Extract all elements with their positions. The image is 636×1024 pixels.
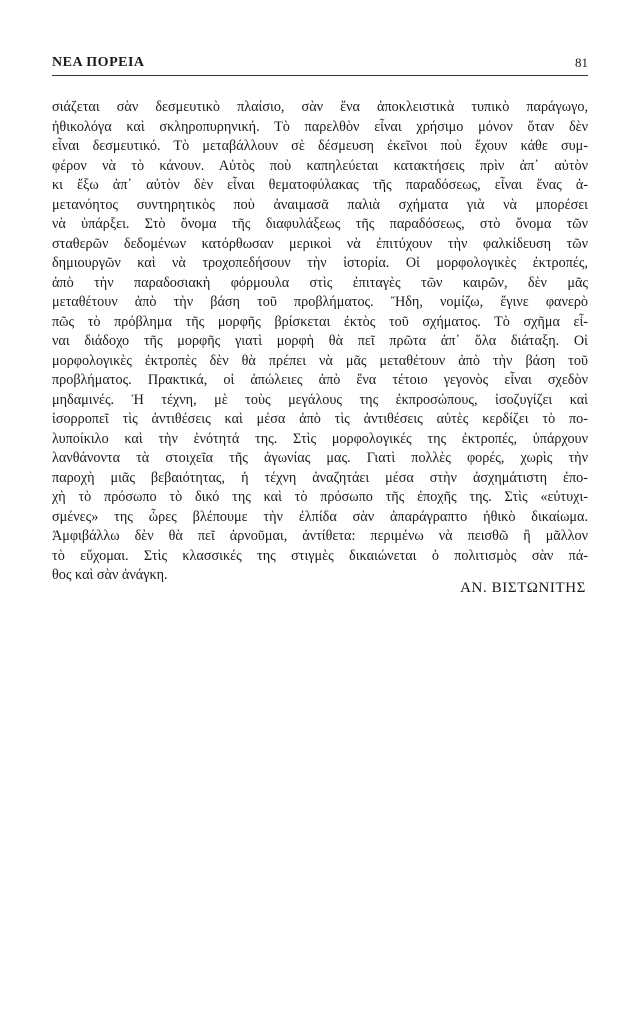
text-line: τὸ εὔχομαι. Στὶς κλασσικές της στιγμὲς δικαιώνεται ὁ πολιτισμὸς σὰν πά- (52, 547, 588, 564)
text-line: σμένες» της ὧρες βλέπουμε τὴν ἐλπίδα σὰν ἀπαράγραπτο ἠθικὸ δικαίωμα. (52, 508, 588, 525)
text-line: παροχὴ μιᾶς βεβαιότητας, ἡ τέχνη ἀναζητάει μέσα στὴν ἀσχημάτιστη ἐπο- (52, 469, 588, 486)
running-head (52, 55, 588, 75)
text-line: νὰ ὑπάρξει. Στὸ ὄνομα τῆς διαφυλάξεως τῆς παραδόσεως, στὸ ὄνομα τῶν (52, 216, 588, 232)
text-line: προβλήματος. Πρακτικά, οἱ ἀπώλειες ἀπὸ ἕνα τέτοιο γεγονὸς εἶναι σχεδὸν (52, 372, 588, 388)
header-rule (52, 75, 588, 76)
author-signature: ΑΝ. ΒΙΣΤΩΝΙΤΗΣ (460, 580, 586, 596)
text-line: λυποίκιλο καὶ τὴν ἑνότητά της. Στὶς μορφολογικές της ἐκτροπές, ὑπάρχουν (52, 430, 588, 447)
text-line: ἀπὸ τὴν παραδοσιακὴ φόρμουλα στὶς ἐπιταγὲς τῶν καιρῶν, δὲν μᾶς (52, 274, 588, 291)
page-number: 81 (575, 55, 588, 70)
text-line: μορφολογικὲς ἐκτροπὲς δὲν θὰ πρέπει νὰ μᾶς μεταθέτουν ἀπὸ τὴν βάση τοῦ (52, 352, 588, 369)
text-line: μεταθέτουν ἀπὸ τὴν βάση τοῦ προβλήματος. Ἤδη, νομίζω, ἔγινε φανερὸ (52, 294, 588, 310)
text-line: Ἀμφιβάλλω δὲν θὰ πεῖ ἀρνοῦμαι, ἀντίθετα: περιμένω νὰ πεισθῶ ἢ μᾶλλον (52, 528, 588, 544)
text-line: μηδαμινές. Ἡ τέχνη, μὲ τοὺς μεγάλους της ἐκπροσώπους, ἰσοζυγίζει καὶ (52, 391, 588, 408)
text-line: δημιουργῶν καὶ νὰ τροχοπεδήσουν τὴν ἱστορία. Οἱ μορφολογικὲς ἐκτροπές, (52, 255, 588, 271)
text-line: σταθερῶν δεδομένων κατόρθωσαν μερικοὶ νὰ ἐπιτύχουν τὴν φαλκίδευση τῶν (52, 235, 588, 252)
text-line: εἶναι δεσμευτικό. Τὸ μεταβάλλουν σὲ δέσμευση ἐκεῖνοι ποὺ ἔχουν κάθε συμ- (52, 138, 588, 154)
text-line: μετανόητος συντηρητικὸς ποὺ ἀναιμασᾶ παλιὰ σχήματα γιὰ νὰ μπορέσει (52, 196, 588, 213)
text-line: σιάζεται σὰν δεσμευτικὸ πλαίσιο, σὰν ἕνα ἀποκλειστικὰ τυπικὸ παράγωγο, (52, 99, 588, 115)
text-line: κι ἔξω ἀπ᾽ αὐτὸν δὲν εἶναι θεματοφύλακας τῆς παραδόσεως, εἶναι ἕνας ἀ- (52, 177, 588, 193)
text-line: χὴ τὸ πρόσωπο τὸ δικό της καὶ τὸ πρόσωπο τῆς ἐποχῆς της. Στὶς «εὐτυχι- (52, 489, 588, 505)
body-text (52, 98, 588, 586)
text-line: ναι διάδοχο τῆς μορφῆς γιατὶ μορφὴ θὰ πεῖ πρῶτα ἀπ᾽ ὅλα διάταξη. Οἱ (52, 333, 588, 349)
text-line: λανθάνοντα τὰ στοιχεῖα τῆς ἀγωνίας μας. Γιατὶ πολλὲς φορές, χωρὶς τὴν (52, 450, 588, 466)
text-line: φέρον νὰ τὸ κάνουν. Αὐτὸς ποὺ καπηλεύεται κατακτήσεις πρὶν ἀπ᾽ αὐτὸν (52, 157, 588, 174)
text-line: θος καὶ σὰν ἀνάγκη. (52, 567, 168, 583)
text-line: ἰσορροπεῖ τὶς ἀντιθέσεις καὶ μέσα ἀπὸ τὶς ἀντιθέσεις αὐτὲς κερδίζει τὸ πο- (52, 411, 588, 427)
journal-title: ΝΕΑ ΠΟΡΕΙΑ (52, 55, 145, 70)
text-line: ἠθικολόγα καὶ σκληροπυρηνική. Τὸ παρελθὸν εἶναι χρήσιμο μόνον ὅταν δὲν (52, 118, 588, 135)
text-line: πῶς τὸ πρόβλημα τῆς μορφῆς βρίσκεται ἐκτὸς τοῦ σχήματος. Τὸ σχῆμα εἶ- (52, 313, 588, 330)
